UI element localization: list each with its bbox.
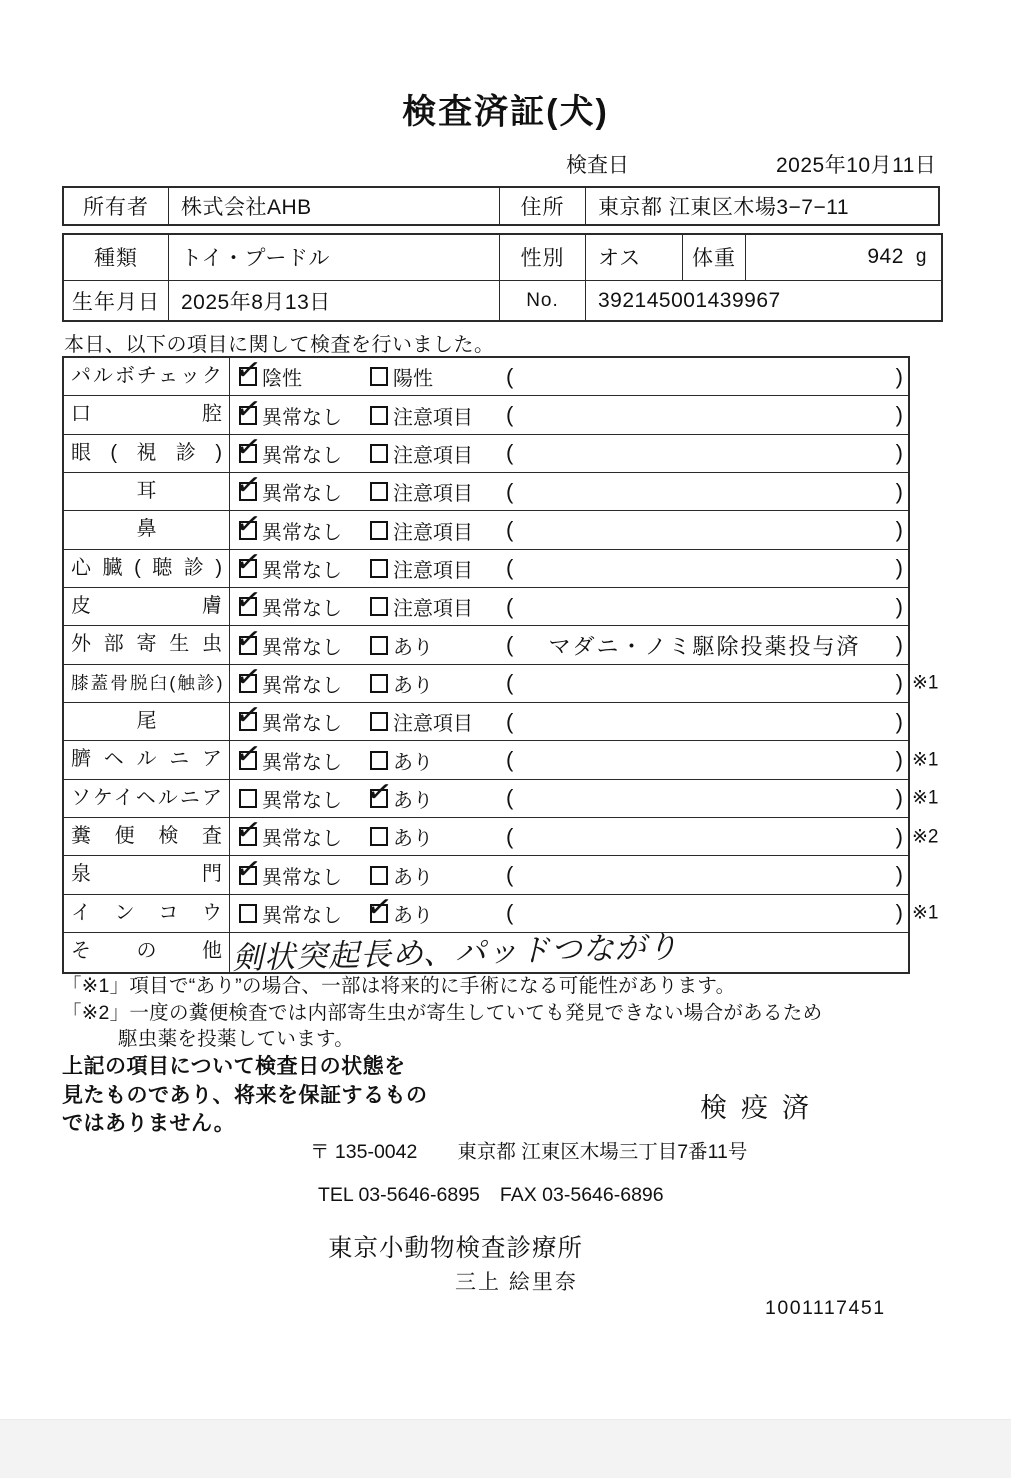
exam-row-mouth <box>64 396 908 434</box>
checkbox-normal <box>239 827 257 846</box>
option-label: 陽性 <box>393 368 433 391</box>
paren-close: ) <box>895 593 903 619</box>
footnote-2-line2: 駆虫薬を投薬しています。 <box>118 1028 355 1050</box>
owner-address-label: 住所 <box>499 188 585 224</box>
paren-open: ( <box>506 593 514 619</box>
footnotes <box>62 973 822 1053</box>
checkbox-present <box>370 866 388 885</box>
weight-value: 942 <box>867 245 904 269</box>
exam-row-heart <box>64 550 908 588</box>
checkbox-caution <box>370 521 388 540</box>
birth-value: 2025年8月13日 <box>168 281 499 323</box>
checkbox-caution <box>370 482 388 501</box>
option-label: 異常なし <box>262 866 342 889</box>
option-label: 注意項目 <box>393 598 473 621</box>
paren-open: ( <box>506 823 514 849</box>
paren-close: ) <box>895 402 903 428</box>
paren-close: ) <box>895 632 903 658</box>
weight-cell <box>745 235 941 280</box>
paren-close: ) <box>895 478 903 504</box>
exam-item-label: 臍ヘルニア <box>64 741 230 778</box>
option-label: 注意項目 <box>393 559 473 582</box>
option-label: 注意項目 <box>393 713 473 736</box>
exam-item-label: 泉門 <box>64 856 230 893</box>
checkbox-normal <box>239 674 257 693</box>
checkbox-present <box>370 789 388 808</box>
exam-item-label: インコウ <box>64 895 230 932</box>
option-label: 異常なし <box>262 483 342 506</box>
paren-close: ) <box>895 862 903 888</box>
exam-table <box>62 356 939 977</box>
pet-info-table <box>62 233 943 322</box>
disclaimer <box>62 1053 428 1139</box>
exam-row-fecal-exam <box>64 818 939 856</box>
exam-row-other <box>64 929 908 977</box>
checkbox-present <box>370 751 388 770</box>
option-label: 注意項目 <box>393 444 473 467</box>
checkbox-normal <box>239 597 257 616</box>
checkbox-normal <box>239 444 257 463</box>
checkbox-normal <box>239 521 257 540</box>
paren-open: ( <box>506 478 514 504</box>
sex-value: オス <box>585 235 682 280</box>
checkbox-present <box>370 636 388 655</box>
exam-row-ears <box>64 473 908 511</box>
exam-item-label: 外部寄生虫 <box>64 626 230 663</box>
disclaimer-line: ではありません。 <box>62 1112 236 1135</box>
exam-row-skin <box>64 588 908 626</box>
exam-item-label: 心臓(聴診) <box>64 550 230 587</box>
sex-label: 性別 <box>499 235 585 280</box>
exam-row-umbilical-hernia <box>64 741 939 779</box>
checkbox-normal <box>239 406 257 425</box>
checkbox-present <box>370 904 388 923</box>
checkbox-normal <box>239 789 257 808</box>
paren-open: ( <box>506 708 514 734</box>
checkbox-normal <box>239 866 257 885</box>
pet-info-row-2 <box>64 281 941 323</box>
option-label: 異常なし <box>262 789 342 812</box>
checkbox-normal <box>239 904 257 923</box>
exam-item-label: 糞便検査 <box>64 818 230 855</box>
exam-row-tail <box>64 703 908 741</box>
option-label: 注意項目 <box>393 406 473 429</box>
paren-close: ) <box>895 363 903 389</box>
checkbox-present <box>370 827 388 846</box>
exam-item-label: 膝蓋骨脱臼(触診) <box>64 665 230 702</box>
footnote-ref: ※1 <box>912 902 939 924</box>
option-label: 異常なし <box>262 598 342 621</box>
examiner-name: 三上 絵里奈 <box>455 1271 578 1294</box>
checkbox-caution <box>370 712 388 731</box>
paren-open: ( <box>506 747 514 773</box>
paren-close: ) <box>895 670 903 696</box>
clinic-fax: FAX 03-5646-6896 <box>499 1184 664 1206</box>
clinic-postal-line <box>310 1136 747 1164</box>
option-label: あり <box>393 751 433 774</box>
weight-label: 体重 <box>682 235 745 280</box>
option-label: 異常なし <box>262 713 342 736</box>
remark: マダニ・ノミ駆除投薬投与済 <box>548 633 861 659</box>
exam-item-label: 耳 <box>64 473 230 510</box>
footnote-ref: ※1 <box>912 672 939 694</box>
checkbox-caution <box>370 559 388 578</box>
paren-open: ( <box>506 555 514 581</box>
option-label: 異常なし <box>262 521 342 544</box>
clinic-telfax-line <box>318 1184 664 1207</box>
paren-close: ) <box>895 747 903 773</box>
option-label: 異常なし <box>262 828 342 851</box>
checkbox-normal <box>239 751 257 770</box>
clinic-address: 東京都 江東区木場三丁目7番11号 <box>457 1141 748 1163</box>
page-title: 検査済証(犬) <box>402 93 609 131</box>
intro-line: 本日、以下の項目に関して検査を行いました。 <box>64 334 495 356</box>
exam-row-nose <box>64 511 908 549</box>
clinic-name: 東京小動物検査診療所 <box>328 1235 583 1262</box>
owner-address: 東京都 江東区木場3−7−11 <box>585 188 938 224</box>
option-label: 異常なし <box>262 751 342 774</box>
exam-row-eyes <box>64 435 908 473</box>
scan-shadow <box>0 1419 1011 1478</box>
option-label: 異常なし <box>262 674 342 697</box>
serial-number: 1001117451 <box>765 1297 886 1319</box>
exam-item-label: 鼻 <box>64 511 230 548</box>
checkbox-positive <box>370 367 388 386</box>
paren-open: ( <box>506 862 514 888</box>
option-label: 異常なし <box>262 444 342 467</box>
breed-value: トイ・プードル <box>168 235 499 280</box>
paren-open: ( <box>506 632 514 658</box>
paren-open: ( <box>506 900 514 926</box>
option-label: あり <box>393 674 433 697</box>
inspection-date-value: 2025年10月11日 <box>776 154 937 177</box>
exam-item-label: パルボチェック <box>64 358 230 395</box>
exam-item-label: その他 <box>64 933 230 971</box>
option-label: 異常なし <box>262 636 342 659</box>
pet-info-row-1 <box>64 235 941 281</box>
owner-table <box>62 186 940 226</box>
checkbox-caution <box>370 444 388 463</box>
disclaimer-line: 見たものであり、将来を保証するもの <box>62 1083 428 1107</box>
option-label: あり <box>393 636 433 659</box>
owner-name: 株式会社AHB <box>168 188 499 224</box>
footnote-1: 「※1」項目で“あり”の場合、一部は将来的に手術になる可能性があります。 <box>62 975 736 997</box>
exam-row-fontanelle <box>64 856 908 894</box>
footnote-ref: ※1 <box>912 787 939 809</box>
option-label: 異常なし <box>262 559 342 582</box>
checkbox-normal <box>239 712 257 731</box>
quarantine-stamp: 検疫済 <box>700 1093 823 1123</box>
option-label: あり <box>393 789 433 812</box>
paren-open: ( <box>506 517 514 543</box>
exam-item-label: 口腔 <box>64 396 230 433</box>
paren-close: ) <box>895 555 903 581</box>
checkbox-caution <box>370 406 388 425</box>
exam-row-patella <box>64 665 939 703</box>
paren-open: ( <box>506 670 514 696</box>
option-label: あり <box>393 904 433 927</box>
number-label: No. <box>499 281 585 323</box>
checkbox-normal <box>239 559 257 578</box>
handwritten-note: 剣状突起長め、パッドつながり <box>231 929 680 977</box>
breed-label: 種類 <box>94 247 138 271</box>
option-label: あり <box>393 866 433 889</box>
option-label: 注意項目 <box>393 521 473 544</box>
exam-row-external-parasites <box>64 626 908 664</box>
paren-close: ) <box>895 900 903 926</box>
footnote-ref: ※2 <box>912 826 939 848</box>
exam-row-parvo <box>64 358 908 396</box>
checkbox-present <box>370 674 388 693</box>
exam-item-label: 尾 <box>64 703 230 740</box>
inspection-date-label: 検査日 <box>566 154 629 177</box>
disclaimer-line: 上記の項目について検査日の状態を <box>62 1055 406 1078</box>
exam-item-label: ソケイヘルニア <box>64 780 230 817</box>
option-label: 異常なし <box>262 406 342 429</box>
owner-label: 所有者 <box>83 196 149 219</box>
paren-close: ) <box>895 823 903 849</box>
exam-item-label: 皮膚 <box>64 588 230 625</box>
paren-open: ( <box>506 785 514 811</box>
paren-open: ( <box>506 440 514 466</box>
birth-label: 生年月日 <box>72 291 160 315</box>
checkbox-caution <box>370 597 388 616</box>
option-label: 異常なし <box>262 904 342 927</box>
checkbox-normal <box>239 482 257 501</box>
paren-close: ) <box>895 517 903 543</box>
checkbox-normal <box>239 636 257 655</box>
option-label: あり <box>393 828 433 851</box>
paren-close: ) <box>895 785 903 811</box>
option-label: 注意項目 <box>393 483 473 506</box>
checkbox-negative <box>239 367 257 386</box>
paren-close: ) <box>895 440 903 466</box>
clinic-tel: TEL 03-5646-6895 <box>318 1184 480 1206</box>
paren-open: ( <box>506 402 514 428</box>
postal-code: 〒 135-0042 <box>310 1141 418 1163</box>
paren-close: ) <box>895 708 903 734</box>
weight-unit: g <box>915 246 927 268</box>
option-label: 陰性 <box>262 368 302 391</box>
paren-open: ( <box>506 363 514 389</box>
footnote-ref: ※1 <box>912 749 939 771</box>
exam-item-label: 眼(視診) <box>64 435 230 472</box>
footnote-2-line1: 「※2」一度の糞便検査では内部寄生虫が寄生していても発見できない場合があるため <box>62 1001 823 1024</box>
number-value: 392145001439967 <box>585 281 941 323</box>
exam-row-inguinal-hernia <box>64 780 939 818</box>
